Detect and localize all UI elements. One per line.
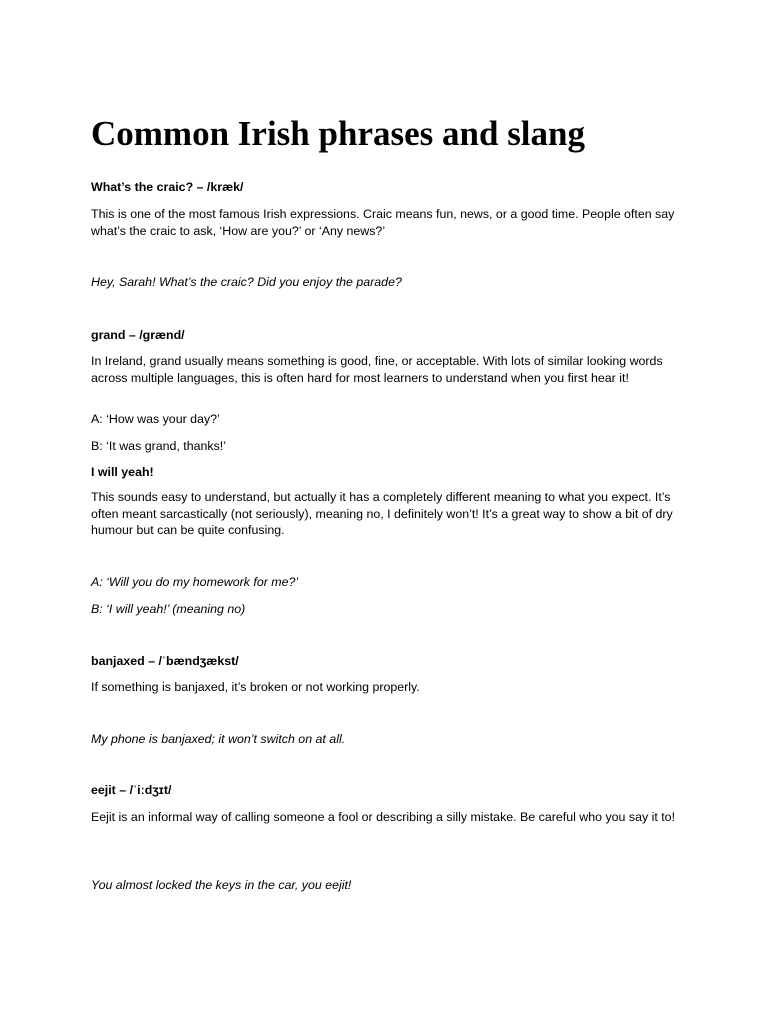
entry-example-banjaxed: My phone is banjaxed; it won’t switch on at all. bbox=[91, 732, 346, 746]
entry-definition-i-will-yeah: This sounds easy to understand, but actually it has a completely different meaning to what you expect. It’s often meant sarcastically (not seriously), meaning no, I definitely won’t! It’s a great way to show a bit of dry humour but can be quite confusing. bbox=[91, 490, 673, 537]
entry-heading-eejit: eejit – /ˈiːdʒɪt/ bbox=[91, 783, 172, 797]
entry-definition-eejit: Eejit is an informal way of calling someone a fool or describing a silly mistake. Be careful who you say it to! bbox=[91, 810, 676, 824]
entry-definition-grand: In Ireland, grand usually means something is good, fine, or acceptable. With lots of similar looking words across multiple languages, this is often hard for most learners to understand when you first hear it! bbox=[91, 354, 663, 385]
dialogue-line-grand-a: A: ‘How was your day?’ bbox=[91, 412, 220, 426]
entry-heading-grand: grand – /grænd/ bbox=[91, 328, 185, 342]
dialogue-line-i-will-yeah-a: A: ‘Will you do my homework for me?’ bbox=[91, 575, 299, 589]
document-page bbox=[91, 0, 691, 1024]
entry-heading-i-will-yeah: I will yeah! bbox=[91, 465, 154, 479]
entry-heading-banjaxed: banjaxed – /ˈbændʒækst/ bbox=[91, 654, 239, 668]
entry-heading-craic: What’s the craic? – /kræk/ bbox=[91, 180, 244, 194]
page-title: Common Irish phrases and slang bbox=[91, 114, 585, 153]
entry-example-eejit: You almost locked the keys in the car, you eejit! bbox=[91, 878, 352, 892]
entry-example-craic: Hey, Sarah! What’s the craic? Did you enjoy the parade? bbox=[91, 275, 402, 289]
entry-definition-craic: This is one of the most famous Irish expressions. Craic means fun, news, or a good time. People often say what’s the craic to ask, ‘How are you?’ or ‘Any news?’ bbox=[91, 207, 675, 238]
dialogue-line-i-will-yeah-b: B: ‘I will yeah!’ (meaning no) bbox=[91, 602, 246, 616]
entry-definition-banjaxed: If something is banjaxed, it’s broken or not working properly. bbox=[91, 680, 420, 694]
dialogue-line-grand-b: B: ‘It was grand, thanks!’ bbox=[91, 439, 226, 453]
